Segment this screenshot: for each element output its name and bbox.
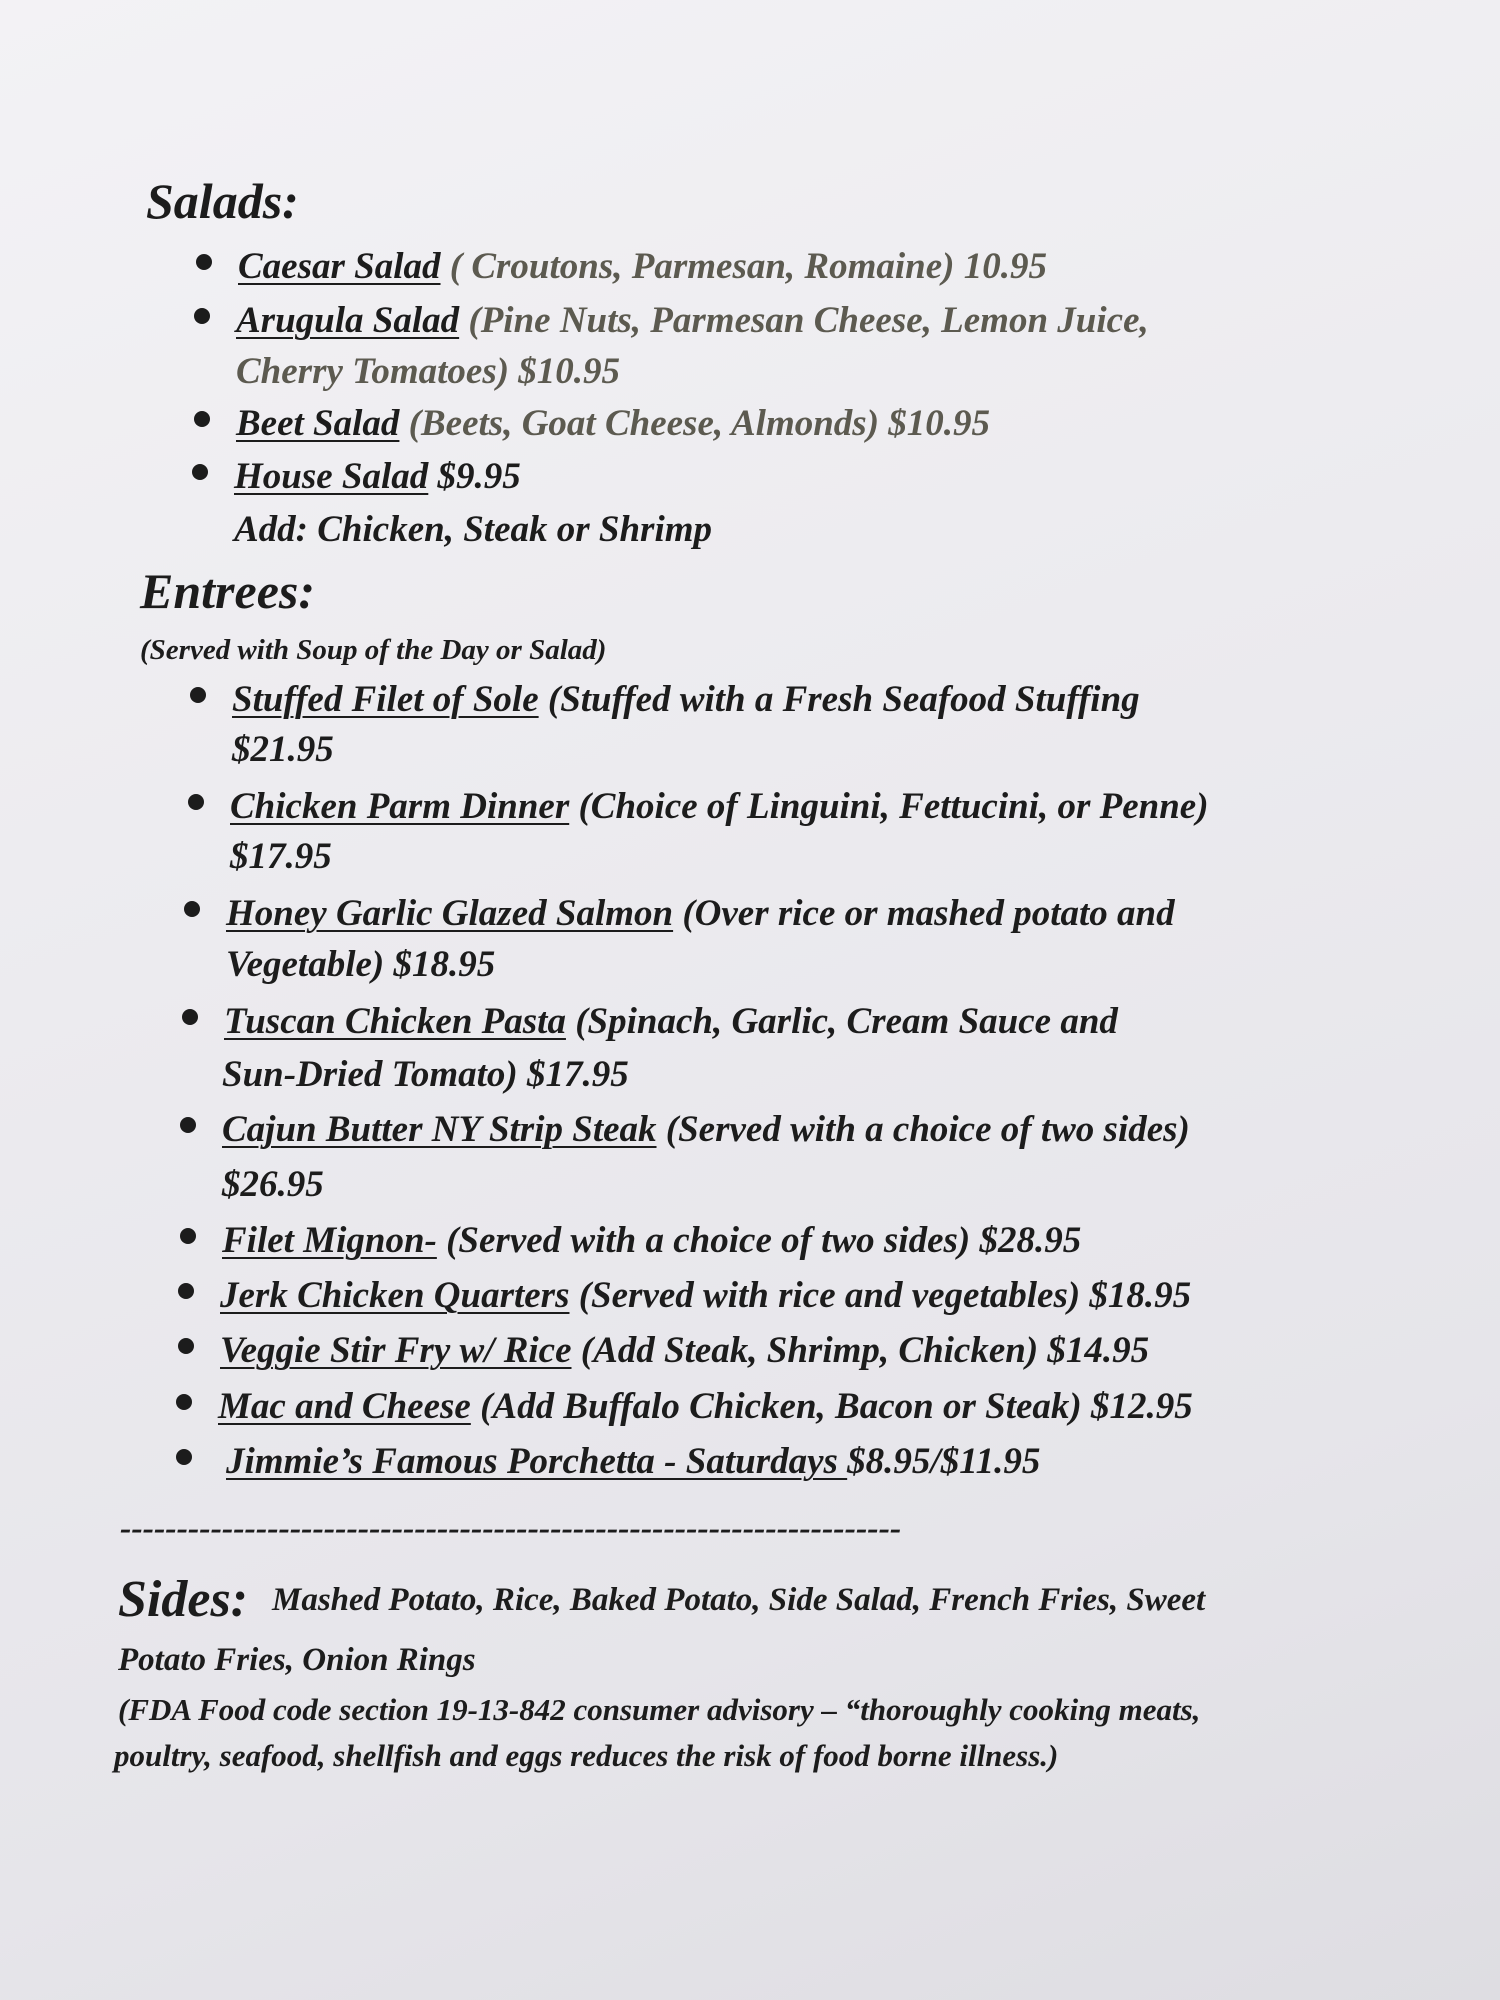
bullet-icon <box>196 254 212 270</box>
item-desc: (Add Steak, Shrimp, Chicken) $14.95 <box>571 1330 1150 1371</box>
bullet-icon <box>176 1394 192 1410</box>
item-name: Honey Garlic Glazed Salmon <box>226 893 674 934</box>
item-name: Veggie Stir Fry w/ Rice <box>220 1330 572 1371</box>
bullet-icon <box>178 1283 194 1299</box>
item-continuation: $26.95 <box>222 1164 324 1205</box>
menu-item <box>238 248 1047 285</box>
item-continuation: Sun-Dried Tomato) $17.95 <box>222 1054 629 1095</box>
item-name: Tuscan Chicken Pasta <box>224 1001 566 1042</box>
item-name: Arugula Salad <box>236 300 460 341</box>
menu-item <box>226 1443 1040 1480</box>
item-continuation: Add: Chicken, Steak or Shrimp <box>234 509 713 550</box>
food-safety-advisory: (FDA Food code section 19-13-842 consumer advisory – “thoroughly cooking meats, <box>118 1692 1201 1727</box>
item-desc: (Served with rice and vegetables) $18.95 <box>569 1275 1192 1316</box>
menu-item <box>232 681 1140 718</box>
bullet-icon <box>194 411 210 427</box>
item-name: Chicken Parm Dinner <box>230 786 570 827</box>
item-name: House Salad <box>234 456 429 497</box>
bullet-icon <box>180 1228 196 1244</box>
item-desc: $9.95 <box>428 456 521 497</box>
item-desc: $8.95/$11.95 <box>847 1441 1041 1482</box>
bullet-icon <box>184 901 200 917</box>
item-name: Beet Salad <box>236 403 400 444</box>
item-continuation: Cherry Tomatoes) $10.95 <box>236 351 621 392</box>
sides-list-continued: Potato Fries, Onion Rings <box>118 1642 476 1678</box>
bullet-icon <box>194 308 210 324</box>
item-desc: (Served with a choice of two sides) $28.95 <box>436 1220 1082 1261</box>
item-name: Cajun Butter NY Strip Steak <box>222 1109 657 1150</box>
item-desc: (Add Buffalo Chicken, Bacon or Steak) $12.95 <box>470 1386 1193 1427</box>
item-name: Jimmie’s Famous Porchetta - Saturdays <box>226 1441 848 1482</box>
item-name: Jerk Chicken Quarters <box>220 1275 570 1316</box>
item-desc: (Pine Nuts, Parmesan Cheese, Lemon Juice, <box>459 300 1149 341</box>
menu-item <box>222 1111 1190 1148</box>
item-name: Caesar Salad <box>238 246 441 287</box>
item-desc: (Stuffed with a Fresh Seafood Stuffing <box>538 679 1140 720</box>
bullet-icon <box>178 1338 194 1354</box>
menu-item <box>226 895 1175 932</box>
item-name: Stuffed Filet of Sole <box>232 679 539 720</box>
item-desc: (Beets, Goat Cheese, Almonds) $10.95 <box>399 403 991 444</box>
item-desc: (Over rice or mashed potato and <box>673 893 1175 934</box>
menu-item <box>222 1222 1081 1259</box>
menu-item <box>224 1003 1118 1040</box>
menu-item <box>218 1388 1193 1425</box>
item-desc: (Served with a choice of two sides) <box>656 1109 1190 1150</box>
menu-item <box>236 405 990 442</box>
item-name: Mac and Cheese <box>218 1386 471 1427</box>
item-name: Filet Mignon- <box>222 1220 437 1261</box>
menu-item <box>220 1332 1149 1369</box>
salads-heading: Salads: <box>146 173 299 229</box>
menu-item <box>236 302 1149 339</box>
bullet-icon <box>180 1117 196 1133</box>
item-desc: ( Croutons, Parmesan, Romaine) 10.95 <box>440 246 1047 287</box>
bullet-icon <box>190 687 206 703</box>
menu-item <box>230 788 1209 825</box>
entrees-heading: Entrees: <box>140 563 315 619</box>
item-continuation: $21.95 <box>232 729 334 770</box>
item-continuation: $17.95 <box>230 836 332 877</box>
sides-heading: Sides: <box>118 1571 248 1628</box>
entrees-note: (Served with Soup of the Day or Salad) <box>140 634 607 666</box>
item-continuation: Vegetable) $18.95 <box>226 944 496 985</box>
bullet-icon <box>192 464 208 480</box>
bullet-icon <box>188 794 204 810</box>
menu-item <box>220 1277 1191 1314</box>
item-desc: (Spinach, Garlic, Cream Sauce and <box>565 1001 1118 1042</box>
menu-item <box>234 458 521 495</box>
bullet-icon <box>176 1449 192 1465</box>
item-desc: (Choice of Linguini, Fettucini, or Penne) <box>569 786 1209 827</box>
food-safety-advisory-continued: poultry, seafood, shellfish and eggs reduces the risk of food borne illness.) <box>114 1738 1059 1773</box>
sides-list: Mashed Potato, Rice, Baked Potato, Side Salad, French Fries, Sweet <box>272 1582 1206 1618</box>
bullet-icon <box>182 1009 198 1025</box>
dashed-divider: --------------------------------------------------------------------- <box>120 1510 902 1547</box>
